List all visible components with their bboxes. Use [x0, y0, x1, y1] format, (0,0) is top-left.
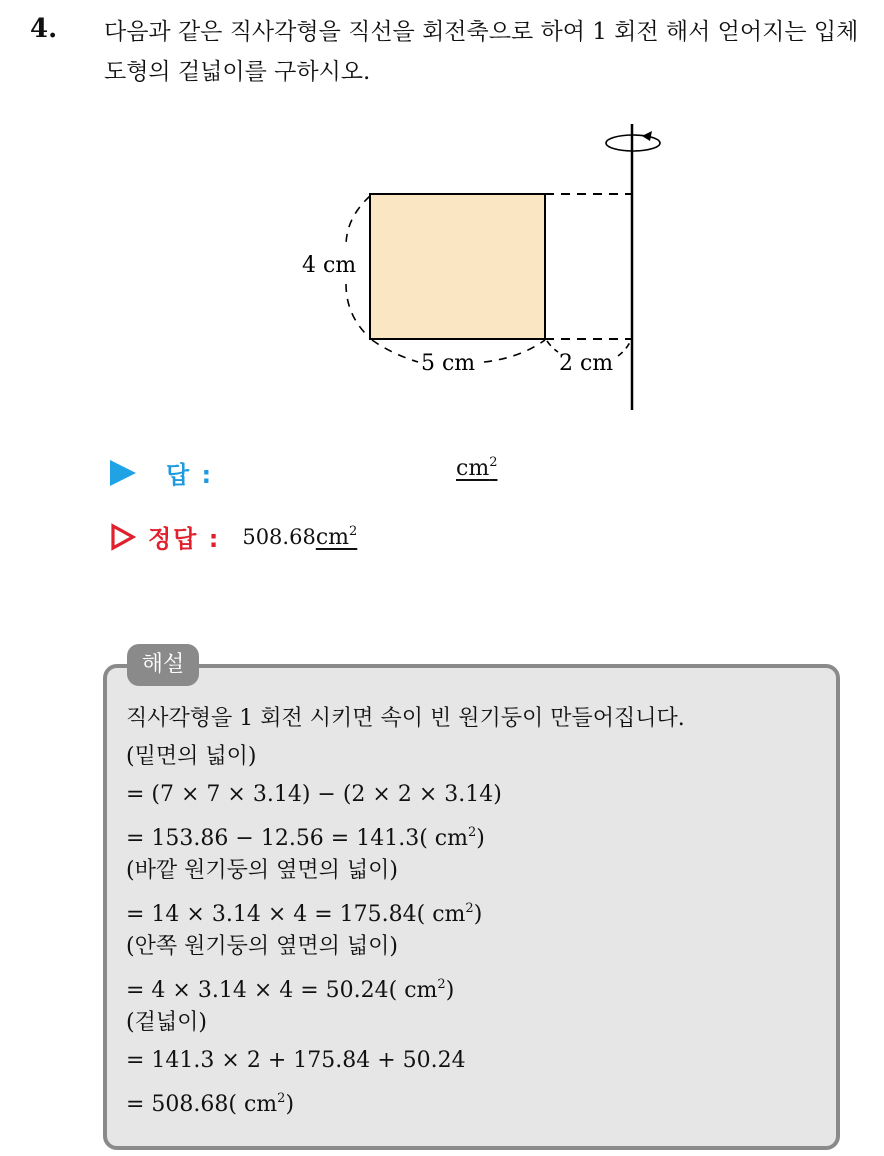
label-gap: 2 cm	[559, 351, 614, 376]
question-text: 다음과 같은 직사각형을 직선을 회전축으로 하여 1 회전 해서 얻어지는 입체도형의 겉넓이를 구하시오.	[104, 19, 859, 85]
height-brace	[346, 196, 370, 246]
explanation-line: = (7 × 7 × 3.14) − (2 × 2 × 3.14)	[126, 782, 502, 807]
label-height: 4 cm	[302, 253, 357, 278]
explanation-line: (안쪽 원기둥의 옆면의 넓이)	[126, 934, 398, 959]
explanation-line: = 153.86 − 12.56 = 141.3( $cm^2$)	[126, 825, 485, 851]
correct-label: 정답 :	[148, 525, 221, 553]
gap-brace	[547, 341, 558, 352]
outline-arrow-icon	[110, 523, 136, 551]
explanation-line: = 14 × 3.14 × 4 = 175.84( $cm^2$)	[126, 901, 483, 927]
explanation-line: (밑면의 넓이)	[126, 744, 257, 769]
answer-unit: $cm^2$	[456, 455, 498, 481]
explanation-tab: 해설	[127, 644, 199, 686]
explanation-line: = 141.3 × 2 + 175.84 + 50.24	[126, 1048, 466, 1073]
width-brace	[372, 340, 418, 362]
explanation-lines	[126, 700, 826, 1118]
explanation-line: (겉넓이)	[126, 1010, 207, 1035]
explanation-line: = 4 × 3.14 × 4 = 50.24( $cm^2$)	[126, 977, 455, 1003]
rotation-figure	[0, 0, 884, 440]
correct-answer-row	[110, 519, 357, 554]
explanation-line: (바깥 원기둥의 옆면의 넓이)	[126, 858, 398, 883]
play-arrow-icon	[110, 460, 136, 486]
answer-row	[110, 455, 213, 490]
question-number: 4.	[30, 14, 58, 44]
correct-value: 508.68	[242, 524, 316, 549]
rectangle-shape	[370, 194, 545, 339]
answer-label: 답 :	[166, 461, 214, 489]
explanation-line: = 508.68( $cm^2$)	[126, 1091, 295, 1117]
label-width: 5 cm	[421, 351, 476, 376]
correct-unit: $cm^2$	[315, 523, 358, 550]
explanation-line: 직사각형을 1 회전 시키면 속이 빈 원기둥이 만들어집니다.	[126, 706, 685, 731]
